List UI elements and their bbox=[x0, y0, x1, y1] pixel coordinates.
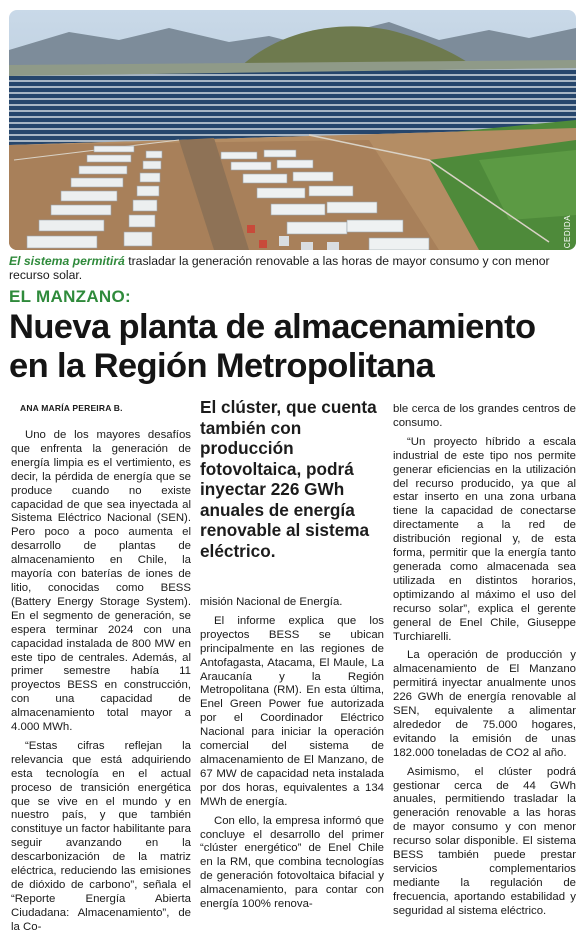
headline-line-2: en la Región Metropolitana bbox=[9, 347, 435, 385]
photo-credit: CEDIDA bbox=[563, 215, 572, 249]
paragraph: Con ello, la empresa informó que concluye el desarrollo del primer “clúster energético” de Enel Chile en la RM, que combina tecnologías de generación fotovoltaica bifacial y almacenamiento, para contar con energía 100% renova- bbox=[200, 814, 384, 911]
caption-lead: El sistema permitirá bbox=[9, 254, 125, 268]
paragraph: “Estas cifras reflejan la relevancia que está adquiriendo esta tecnología en el actual proceso de transición energética que se vive en el mundo y en nuestro país, y que también constituye un factor habilitante para seguir avanzando en la descarbonización de la matriz eléctrica, reduciendo las emisiones de dióxido de carbono”, señala el “Reporte Energía Abierta Ciudadana: Almacenamiento”, de la Co- bbox=[11, 739, 191, 933]
paragraph: Asimismo, el clúster podrá gestionar cerca de 44 GWh anuales, permitiendo trasladar la generación renovable a las horas de mayor consumo y con menor recurso solar disponible. El sistema BESS también puede prestar servicios complementarios mediante la regulación de frecuencia, aportando estabilidad y seguridad al sistema eléctrico. bbox=[393, 765, 576, 917]
aerial-view-illustration bbox=[9, 10, 576, 250]
article-column-2 bbox=[200, 596, 384, 917]
headline-line-1: Nueva planta de almacenamiento bbox=[9, 308, 536, 346]
paragraph: “Un proyecto híbrido a escala industrial de este tipo nos permite generar eficiencias en la utilización del recurso producido, ya que al estar inserto en una zona urbana tiene la capacidad de conectarse directamente a la red de distribución regional y, de esta forma, permitir que la energía tanto generada como almacenada sea utilizada en distintos horarios, optimizando al máximo el uso del recurso solar”, explica el gerente general de Enel Chile, Giuseppe Turchiarelli. bbox=[393, 435, 576, 643]
solar-battery-plant-photo bbox=[9, 10, 576, 250]
paragraph: misión Nacional de Energía. bbox=[200, 596, 343, 608]
article-column-3 bbox=[393, 403, 576, 924]
paragraph: La operación de producción y almacenamiento de El Manzano permitirá inyectar anualmente unos 226 GWh de energía renovable al SEN, equivalente a alimentar alrededor de 75.000 hogares, evitando la emisión de unas 182.000 toneladas de CO2 al año. bbox=[393, 649, 576, 759]
article-column-1 bbox=[11, 429, 191, 940]
headline bbox=[9, 308, 579, 386]
paragraph: Uno de los mayores desafíos que enfrenta la generación de energía limpia es el vertimiento, es decir, la pérdida de energía que se produce cuando no existe capacidad de que sea inyectada al Sistema Eléctrico Nacional (SEN). Pero poco a poco aumenta el desarrollo de plantas de almacenamiento en Chile, la mayoría con baterías de iones de litio, conocidas como BESS (Battery Energy Storage System). En el segmento de generación, se espera terminar 2024 con una capacidad instalada de 800 MW en este tipo de centrales. Además, al primer semestre había 11 proyectos BESS en construcción, con una capacidad de almacenamiento total mayor a 4.000 MWh. bbox=[11, 429, 191, 734]
photo-caption bbox=[9, 254, 579, 282]
paragraph: El informe explica que los proyectos BESS se ubican principalmente en las regiones de Antofagasta, Atacama, El Maule, La Araucanía y la Región Metropolitana (RM). En esta última, Enel Green Power fue autorizada por el Coordinador Eléctrico Nacional para iniciar la operación comercial del sistema de almacenamiento de El Manzano, de 67 MW de capacidad neta instalada por dos horas, equivalentes a 134 MWh de energía. bbox=[200, 614, 384, 808]
paragraph: ble cerca de los grandes centros de consumo. bbox=[393, 403, 576, 429]
byline: ANA MARÍA PEREIRA B. bbox=[20, 403, 123, 413]
pull-quote: El clúster, que cuenta también con producción fotovoltaica, podrá inyectar 226 GWh anuales de energía renovable al sistema eléctrico. bbox=[200, 397, 377, 561]
caption-text: trasladar la generación renovable a las horas de mayor consumo y con menor recurso solar. bbox=[9, 254, 550, 282]
section-kicker: EL MANZANO: bbox=[9, 287, 131, 306]
